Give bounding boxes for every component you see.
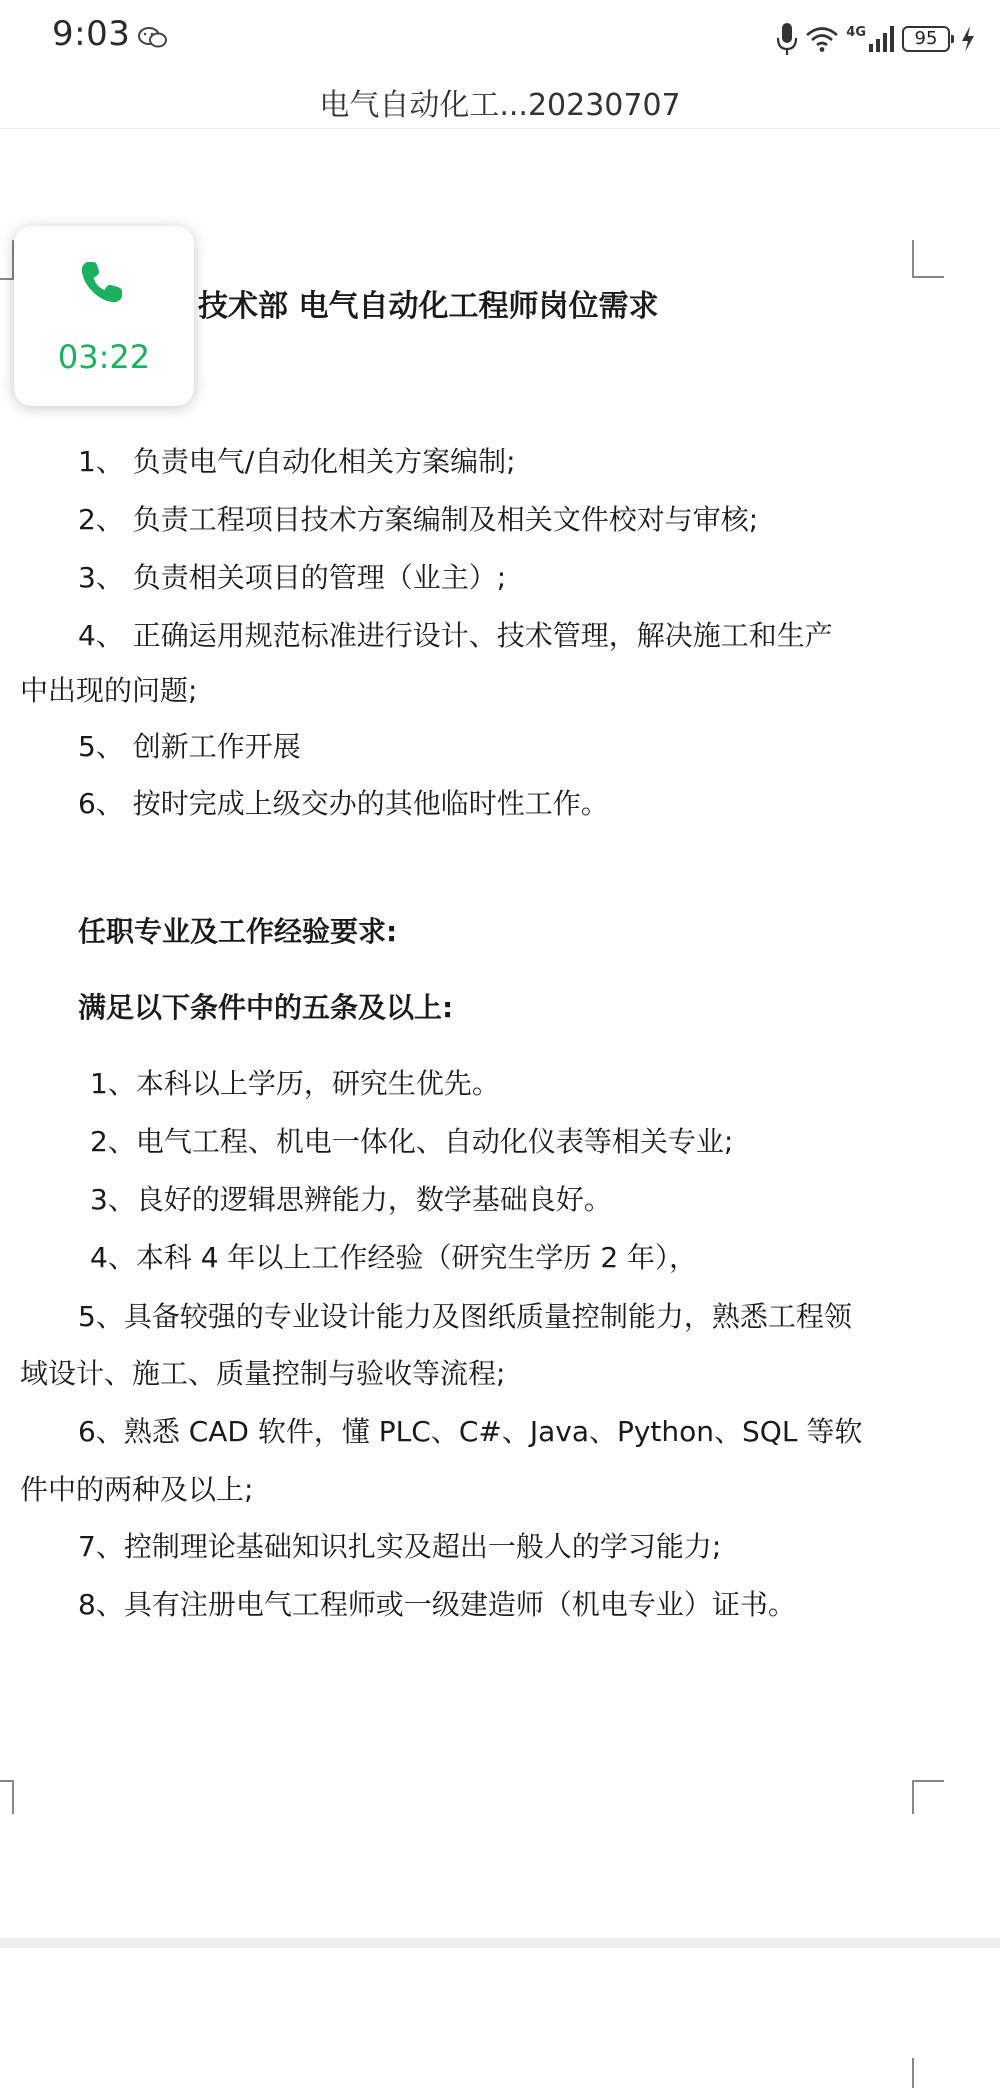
requirement-item: 1、本科以上学历，研究生优先。	[90, 1067, 500, 1100]
requirement-item: 7、控制理论基础知识扎实及超出一般人的学习能力;	[78, 1530, 722, 1563]
page-margin-mark	[912, 1780, 944, 1814]
document-title[interactable]: 电气自动化工...20230707	[319, 88, 681, 123]
page-margin-mark	[0, 240, 14, 280]
requirements-subtitle: 满足以下条件中的五条及以上:	[78, 991, 454, 1024]
status-indicators	[776, 18, 976, 60]
requirement-item: 8、具有注册电气工程师或一级建造师（机电专业）证书。	[78, 1588, 796, 1621]
signal-icon	[868, 24, 896, 54]
page-margin-mark	[0, 1780, 14, 1814]
document-title-bar	[0, 78, 1000, 129]
status-time: 9:03	[52, 14, 131, 54]
wifi-icon	[804, 24, 840, 54]
requirement-item-continued: 域设计、施工、质量控制与验收等流程;	[20, 1357, 506, 1390]
duty-item-continued: 中出现的问题;	[20, 674, 198, 707]
requirement-item: 4、本科 4 年以上工作经验（研究生学历 2 年），	[90, 1241, 698, 1274]
page-margin-mark	[912, 240, 944, 278]
battery-icon: 95	[902, 26, 950, 52]
page-heading: 技术部 电气自动化工程师岗位需求	[198, 289, 659, 324]
requirement-item: 6、熟悉 CAD 软件，懂 PLC、C#、Java、Python、SQL 等软	[78, 1415, 863, 1448]
network-type: 4G	[846, 24, 866, 40]
wechat-icon	[138, 26, 168, 50]
duty-item: 2、 负责工程项目技术方案编制及相关文件校对与审核;	[78, 503, 759, 536]
phone-icon	[76, 256, 128, 308]
duty-item: 4、 正确运用规范标准进行设计、技术管理，解决施工和生产	[78, 619, 833, 652]
charging-icon	[960, 25, 976, 53]
duty-item: 3、 负责相关项目的管理（业主）;	[78, 561, 507, 594]
requirement-item: 2、电气工程、机电一体化、自动化仪表等相关专业;	[90, 1125, 734, 1158]
status-bar	[0, 0, 1000, 78]
page-separator	[0, 1938, 1000, 1948]
requirement-item-continued: 件中的两种及以上;	[20, 1473, 254, 1506]
page-margin-mark	[912, 2058, 944, 2088]
duty-item: 1、 负责电气/自动化相关方案编制;	[78, 445, 516, 478]
requirement-item: 3、良好的逻辑思辨能力，数学基础良好。	[90, 1183, 612, 1216]
duty-item: 6、 按时完成上级交办的其他临时性工作。	[78, 787, 609, 820]
call-duration: 03:22	[57, 338, 151, 376]
mic-icon	[776, 21, 798, 57]
requirement-item: 5、具备较强的专业设计能力及图纸质量控制能力，熟悉工程领	[78, 1300, 852, 1333]
call-bubble[interactable]	[14, 226, 194, 406]
requirements-title: 任职专业及工作经验要求:	[78, 915, 398, 948]
duty-item: 5、 创新工作开展	[78, 730, 301, 763]
